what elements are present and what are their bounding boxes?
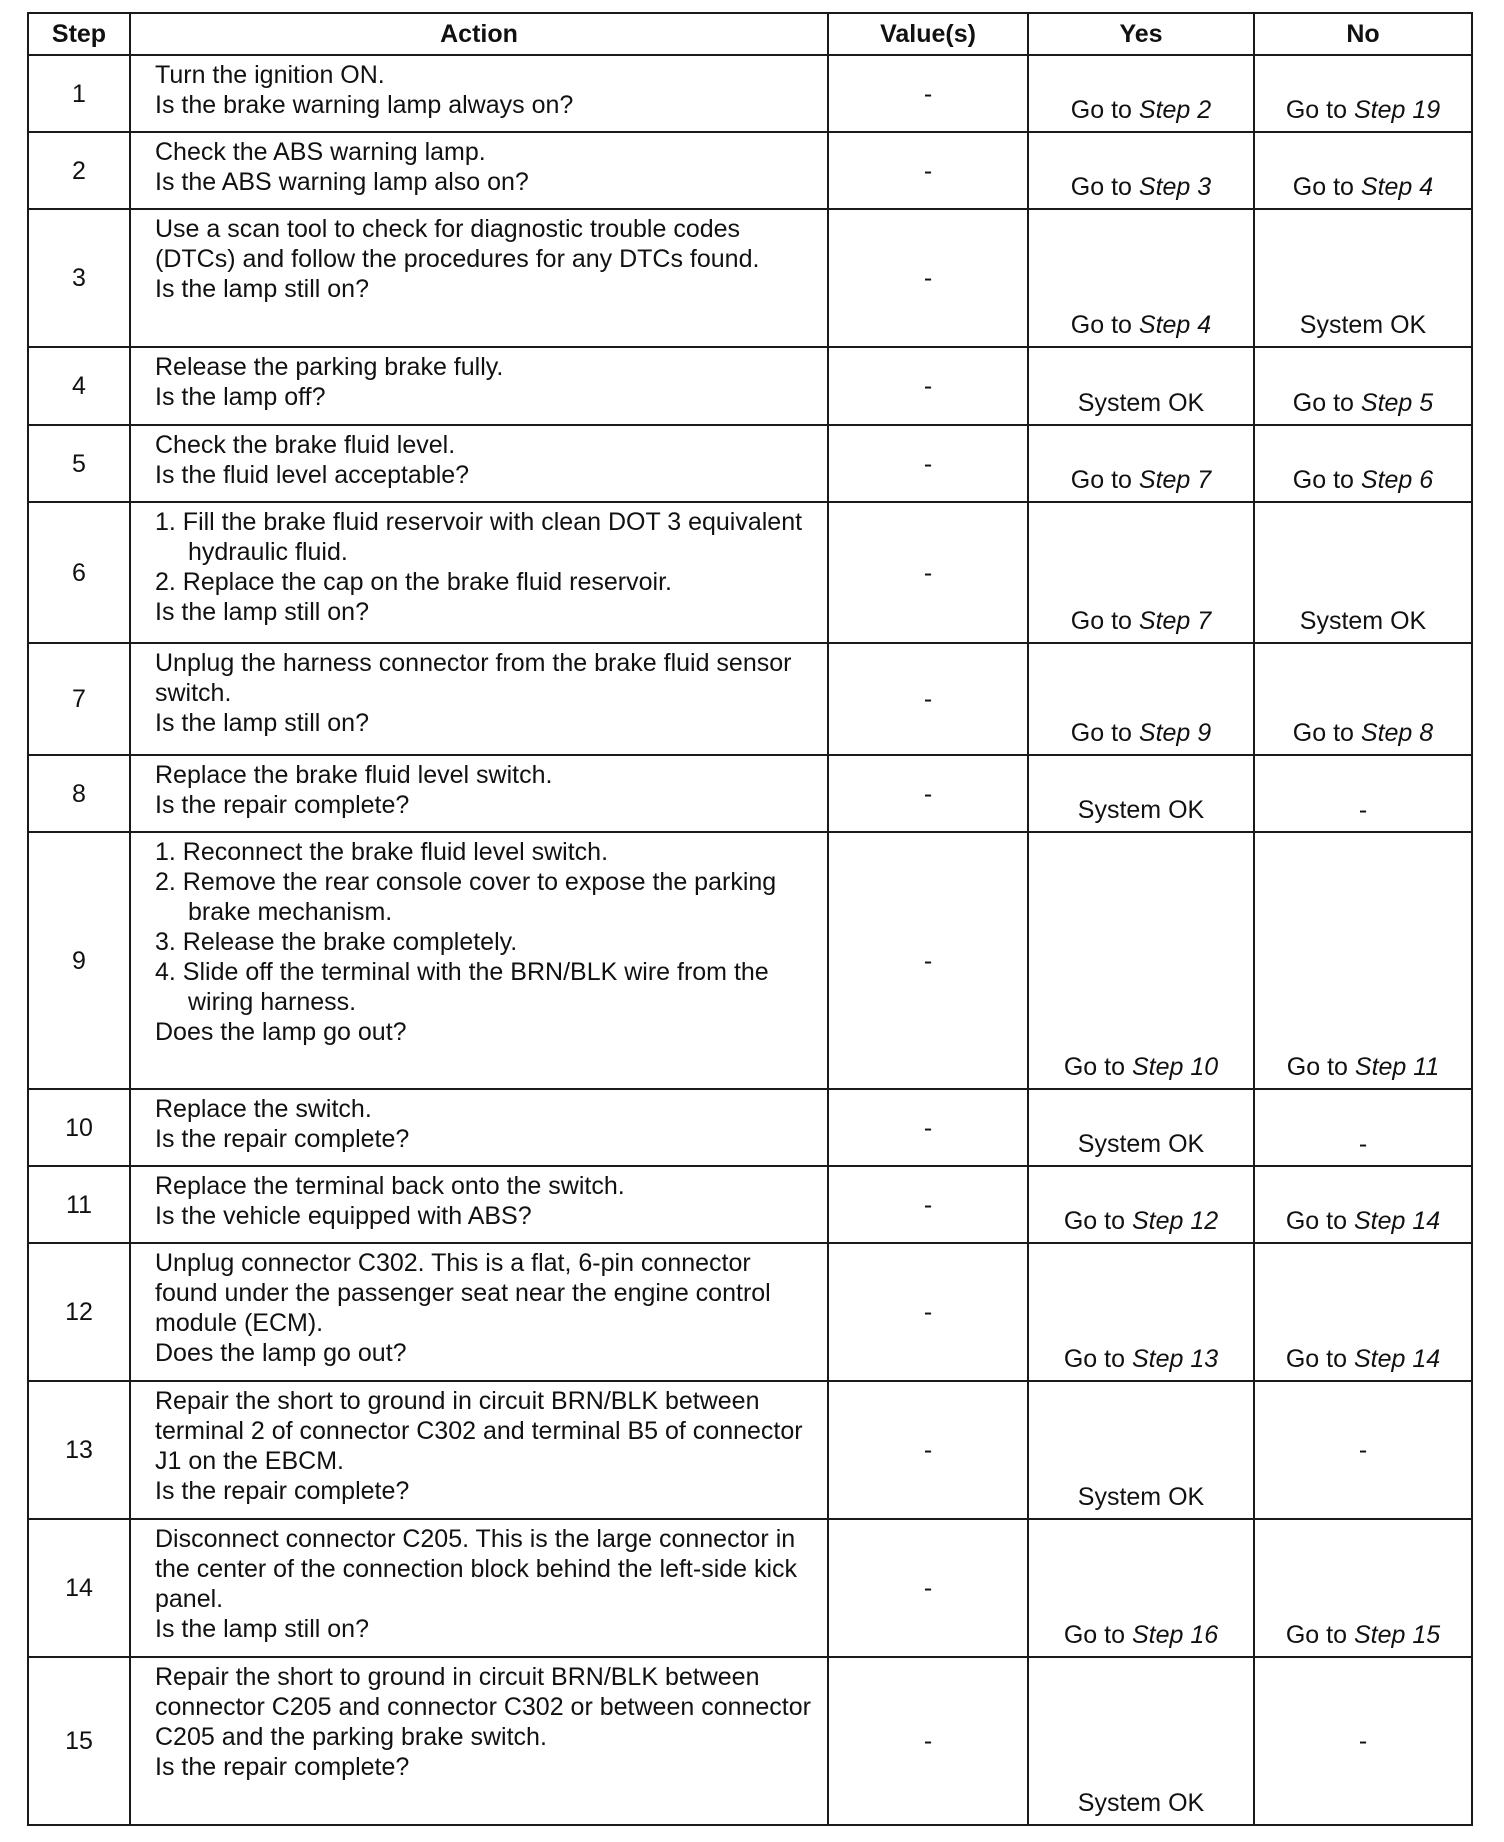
no-prefix: Go to <box>1285 1207 1347 1235</box>
value-cell: - <box>828 1166 1028 1243</box>
table-row <box>28 347 1472 425</box>
action-question: Is the repair complete? <box>155 1125 410 1153</box>
action-question: Does the lamp go out? <box>155 1339 407 1367</box>
action-cell <box>130 1243 828 1381</box>
yes-prefix: System OK <box>1077 1789 1205 1817</box>
action-cell <box>130 643 828 755</box>
step-number: 4 <box>28 347 130 425</box>
diagnostic-table-container <box>27 12 1473 1826</box>
action-cell <box>130 347 828 425</box>
value-cell: - <box>828 643 1028 755</box>
action-question: Is the vehicle equipped with ABS? <box>155 1202 532 1230</box>
action-numbered-line: 1. Reconnect the brake fluid level switch. <box>155 838 609 866</box>
action-cell <box>130 1166 828 1243</box>
yes-prefix: Go to <box>1070 96 1132 124</box>
action-cell <box>130 502 828 643</box>
no-step-link: Step 14 <box>1353 1207 1441 1235</box>
yes-prefix: Go to <box>1063 1053 1125 1081</box>
action-cell <box>130 209 828 347</box>
no-prefix: - <box>1358 796 1368 824</box>
no-cell <box>1254 55 1472 132</box>
yes-step-link: Step 2 <box>1138 96 1212 124</box>
table-row <box>28 1089 1472 1166</box>
no-step-link: Step 4 <box>1360 173 1434 201</box>
action-numbered-line: 4. Slide off the terminal with the BRN/BLK wire from the wiring harness. <box>155 958 769 1016</box>
header-no: No <box>1254 13 1472 55</box>
value-cell: - <box>828 1381 1028 1519</box>
yes-prefix: System OK <box>1077 389 1205 417</box>
action-question: Is the lamp still on? <box>155 709 369 737</box>
yes-prefix: Go to <box>1070 719 1132 747</box>
step-number: 2 <box>28 132 130 209</box>
action-cell <box>130 1519 828 1657</box>
action-question: Is the ABS warning lamp also on? <box>155 168 529 196</box>
step-number: 6 <box>28 502 130 643</box>
yes-cell <box>1028 347 1254 425</box>
value-cell: - <box>828 502 1028 643</box>
step-number: 7 <box>28 643 130 755</box>
header-yes: Yes <box>1028 13 1254 55</box>
header-values: Value(s) <box>828 13 1028 55</box>
action-cell <box>130 755 828 832</box>
table-row <box>28 1519 1472 1657</box>
action-cell <box>130 1381 828 1519</box>
table-row <box>28 209 1472 347</box>
action-question: Is the brake warning lamp always on? <box>155 91 574 119</box>
action-line: Replace the switch. <box>155 1095 372 1123</box>
value-cell: - <box>828 425 1028 502</box>
no-prefix: Go to <box>1292 173 1354 201</box>
table-row <box>28 832 1472 1089</box>
step-number: 3 <box>28 209 130 347</box>
action-cell <box>130 55 828 132</box>
yes-cell <box>1028 755 1254 832</box>
table-row <box>28 55 1472 132</box>
action-numbered-line: 3. Release the brake completely. <box>155 928 518 956</box>
action-line: Release the parking brake fully. <box>155 353 504 381</box>
no-prefix: Go to <box>1292 389 1354 417</box>
yes-prefix: System OK <box>1077 796 1205 824</box>
value-cell: - <box>828 1243 1028 1381</box>
yes-step-link: Step 16 <box>1131 1621 1219 1649</box>
action-line: Unplug the harness connector from the brake fluid sensor switch. <box>155 649 792 707</box>
no-step-link: Step 8 <box>1360 719 1434 747</box>
action-line: Repair the short to ground in circuit BRN/BLK between connector C205 and connector C302 or between connector C205 and the parking brake switch. <box>155 1663 811 1751</box>
action-cell <box>130 425 828 502</box>
action-cell <box>130 1657 828 1825</box>
diagnostic-table <box>27 12 1473 1826</box>
no-prefix: System OK <box>1299 607 1427 635</box>
table-row <box>28 1657 1472 1825</box>
action-cell <box>130 832 828 1089</box>
action-question: Is the lamp still on? <box>155 275 369 303</box>
action-question: Is the lamp still on? <box>155 1615 369 1643</box>
yes-cell <box>1028 1519 1254 1657</box>
yes-cell <box>1028 643 1254 755</box>
table-row <box>28 132 1472 209</box>
step-number: 11 <box>28 1166 130 1243</box>
no-cell <box>1254 1166 1472 1243</box>
table-row <box>28 502 1472 643</box>
yes-step-link: Step 9 <box>1138 719 1212 747</box>
yes-step-link: Step 3 <box>1138 173 1212 201</box>
no-cell <box>1254 502 1472 643</box>
action-question: Does the lamp go out? <box>155 1018 407 1046</box>
no-cell <box>1254 425 1472 502</box>
yes-cell <box>1028 1657 1254 1825</box>
yes-step-link: Step 13 <box>1131 1345 1219 1373</box>
yes-step-link: Step 12 <box>1131 1207 1219 1235</box>
action-numbered-line: 2. Remove the rear console cover to expose the parking brake mechanism. <box>155 868 777 926</box>
action-question: Is the lamp off? <box>155 383 326 411</box>
yes-cell <box>1028 832 1254 1089</box>
value-cell: - <box>828 209 1028 347</box>
no-prefix: Go to <box>1285 1621 1347 1649</box>
action-cell <box>130 132 828 209</box>
no-prefix: - <box>1358 1130 1368 1158</box>
no-prefix: Go to <box>1292 466 1354 494</box>
no-cell <box>1254 1243 1472 1381</box>
step-number: 10 <box>28 1089 130 1166</box>
step-number: 13 <box>28 1381 130 1519</box>
step-number: 5 <box>28 425 130 502</box>
no-cell <box>1254 1381 1472 1519</box>
value-cell: - <box>828 347 1028 425</box>
yes-prefix: System OK <box>1077 1130 1205 1158</box>
action-line: Repair the short to ground in circuit BRN/BLK between terminal 2 of connector C302 and terminal B5 of connector J1 on the EBCM. <box>155 1387 803 1475</box>
yes-cell <box>1028 1166 1254 1243</box>
yes-cell <box>1028 502 1254 643</box>
action-cell <box>130 1089 828 1166</box>
no-step-link: Step 11 <box>1354 1053 1440 1081</box>
no-cell <box>1254 132 1472 209</box>
yes-cell <box>1028 1381 1254 1519</box>
value-cell: - <box>828 1089 1028 1166</box>
action-numbered-line: 1. Fill the brake fluid reservoir with clean DOT 3 equivalent hydraulic fluid. <box>155 508 803 566</box>
action-line: Replace the terminal back onto the switch. <box>155 1172 625 1200</box>
action-line: Use a scan tool to check for diagnostic trouble codes (DTCs) and follow the procedures for any DTCs found. <box>155 215 760 273</box>
header-action: Action <box>130 13 828 55</box>
value-cell: - <box>828 832 1028 1089</box>
no-cell <box>1254 755 1472 832</box>
step-number: 12 <box>28 1243 130 1381</box>
no-cell <box>1254 832 1472 1089</box>
action-question: Is the lamp still on? <box>155 598 369 626</box>
value-cell: - <box>828 132 1028 209</box>
action-question: Is the fluid level acceptable? <box>155 461 470 489</box>
no-prefix: System OK <box>1299 311 1427 339</box>
yes-step-link: Step 10 <box>1131 1053 1219 1081</box>
no-prefix: Go to <box>1285 1345 1347 1373</box>
no-prefix: Go to <box>1285 96 1347 124</box>
yes-prefix: Go to <box>1070 311 1132 339</box>
yes-prefix: Go to <box>1063 1345 1125 1373</box>
no-cell <box>1254 347 1472 425</box>
no-prefix: - <box>1358 1436 1368 1464</box>
no-prefix: Go to <box>1292 719 1354 747</box>
table-row <box>28 1243 1472 1381</box>
yes-step-link: Step 7 <box>1138 607 1212 635</box>
action-numbered-line: 2. Replace the cap on the brake fluid reservoir. <box>155 568 672 596</box>
no-cell <box>1254 1089 1472 1166</box>
no-cell <box>1254 209 1472 347</box>
no-step-link: Step 14 <box>1353 1345 1441 1373</box>
yes-prefix: Go to <box>1063 1621 1125 1649</box>
action-line: Replace the brake fluid level switch. <box>155 761 553 789</box>
no-step-link: Step 15 <box>1353 1621 1441 1649</box>
table-row <box>28 425 1472 502</box>
step-number: 8 <box>28 755 130 832</box>
value-cell: - <box>828 1657 1028 1825</box>
action-line: Check the ABS warning lamp. <box>155 138 486 166</box>
yes-cell <box>1028 1243 1254 1381</box>
table-row <box>28 643 1472 755</box>
yes-cell <box>1028 55 1254 132</box>
yes-cell <box>1028 425 1254 502</box>
yes-step-link: Step 7 <box>1138 466 1212 494</box>
yes-prefix: Go to <box>1070 607 1132 635</box>
step-number: 14 <box>28 1519 130 1657</box>
yes-prefix: Go to <box>1070 173 1132 201</box>
no-step-link: Step 6 <box>1360 466 1434 494</box>
no-step-link: Step 5 <box>1360 389 1434 417</box>
action-line: Check the brake fluid level. <box>155 431 456 459</box>
value-cell: - <box>828 55 1028 132</box>
no-step-link: Step 19 <box>1353 96 1441 124</box>
table-row <box>28 1381 1472 1519</box>
action-question: Is the repair complete? <box>155 1753 410 1781</box>
action-line: Turn the ignition ON. <box>155 61 385 89</box>
table-row <box>28 1166 1472 1243</box>
action-line: Unplug connector C302. This is a flat, 6-pin connector found under the passenger seat near the engine control module (ECM). <box>155 1249 771 1337</box>
value-cell: - <box>828 755 1028 832</box>
no-prefix: Go to <box>1286 1053 1348 1081</box>
yes-cell <box>1028 1089 1254 1166</box>
yes-prefix: Go to <box>1070 466 1132 494</box>
yes-prefix: System OK <box>1077 1483 1205 1511</box>
action-question: Is the repair complete? <box>155 1477 410 1505</box>
value-cell: - <box>828 1519 1028 1657</box>
yes-prefix: Go to <box>1063 1207 1125 1235</box>
step-number: 9 <box>28 832 130 1089</box>
table-row <box>28 755 1472 832</box>
step-number: 1 <box>28 55 130 132</box>
yes-step-link: Step 4 <box>1138 311 1212 339</box>
header-row <box>28 13 1472 55</box>
header-step: Step <box>28 13 130 55</box>
action-line: Disconnect connector C205. This is the large connector in the center of the connection block behind the left-side kick panel. <box>155 1525 798 1613</box>
yes-cell <box>1028 132 1254 209</box>
no-cell <box>1254 643 1472 755</box>
step-number: 15 <box>28 1657 130 1825</box>
no-cell <box>1254 1519 1472 1657</box>
yes-cell <box>1028 209 1254 347</box>
action-question: Is the repair complete? <box>155 791 410 819</box>
no-cell <box>1254 1657 1472 1825</box>
no-prefix: - <box>1358 1727 1368 1755</box>
